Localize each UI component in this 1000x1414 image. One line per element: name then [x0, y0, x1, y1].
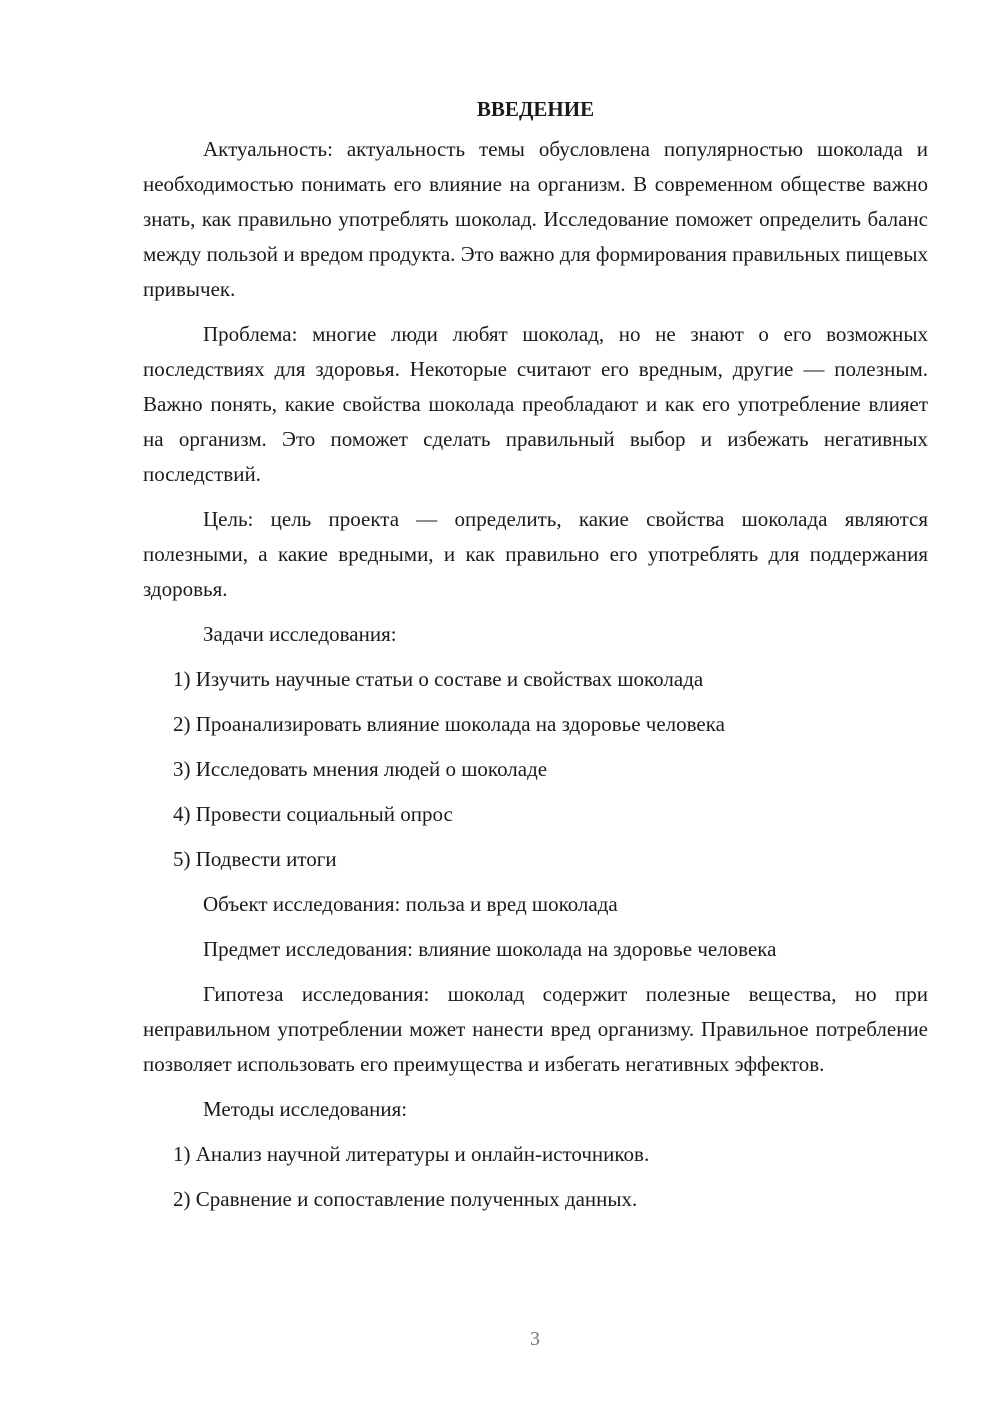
relevance-paragraph: Актуальность: актуальность темы обусловлена популярностью шоколада и необходимостью понимать его влияние на организм. В современном обществе важно знать, как правильно употреблять шоколад. Исследование поможет определить баланс между пользой и вредом продукта. Это важно для формирования правильных пищевых привычек. [143, 137, 928, 301]
hypothesis-paragraph: Гипотеза исследования: шоколад содержит полезные вещества, но при неправильном употреблении может нанести вред организму. Правильное потребление позволяет использовать его преимущества и избегать негативных эффектов. [143, 982, 928, 1076]
task-item: 3) Исследовать мнения людей о шоколаде [173, 757, 548, 781]
page-number: 3 [530, 1328, 540, 1350]
method-item: 1) Анализ научной литературы и онлайн-источников. [173, 1142, 650, 1166]
page-content [143, 92, 928, 1227]
task-item: 5) Подвести итоги [173, 847, 337, 871]
task-item: 1) Изучить научные статьи о составе и свойствах шоколада [173, 667, 704, 691]
research-subject: Предмет исследования: влияние шоколада на здоровье человека [203, 937, 777, 961]
problem-paragraph: Проблема: многие люди любят шоколад, но не знают о его возможных последствиях для здоровья. Некоторые считают его вредным, другие — полезным. Важно понять, какие свойства шоколада преобладают и как его употребление влияет на организм. Это поможет сделать правильный выбор и избежать негативных последствий. [143, 322, 928, 486]
goal-paragraph: Цель: цель проекта — определить, какие свойства шоколада являются полезными, а какие вредными, и как правильно его употреблять для поддержания здоровья. [143, 507, 928, 601]
tasks-heading: Задачи исследования: [203, 622, 397, 646]
section-title: ВВЕДЕНИЕ [476, 97, 595, 121]
task-item: 4) Провести социальный опрос [173, 802, 453, 826]
research-object: Объект исследования: польза и вред шоколада [203, 892, 618, 916]
task-item: 2) Проанализировать влияние шоколада на здоровье человека [173, 712, 725, 736]
methods-heading: Методы исследования: [203, 1097, 408, 1121]
method-item: 2) Сравнение и сопоставление полученных данных. [173, 1187, 638, 1211]
